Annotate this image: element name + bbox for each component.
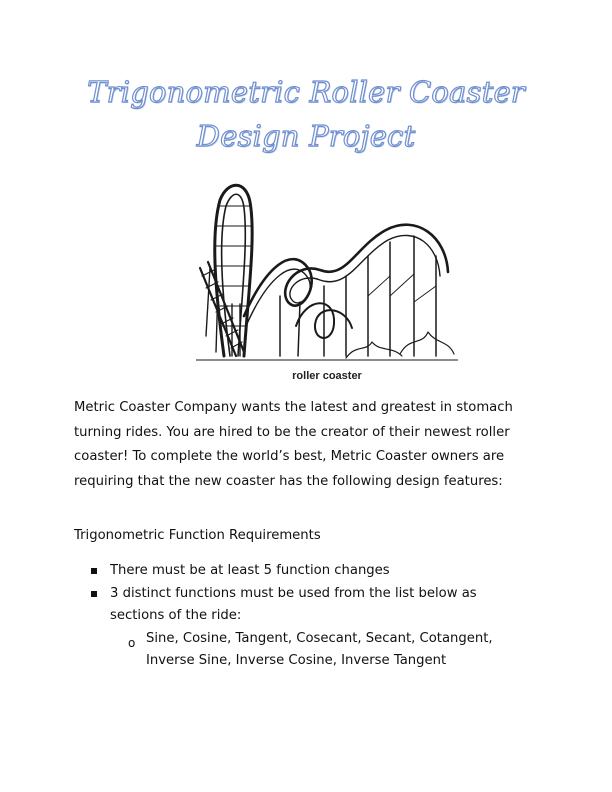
roller-coaster-illustration xyxy=(196,176,458,388)
title-line-1: Trigonometric Roller Coaster xyxy=(87,75,525,109)
intro-line: Metric Coaster Company wants the latest and greatest in stomach xyxy=(74,400,513,415)
requirements-list xyxy=(90,560,550,673)
roller-coaster-drawing xyxy=(196,176,458,368)
function-list-text: Sine, Cosine, Tangent, Cosecant, Secant, Cotangent, xyxy=(146,630,493,646)
requirements-heading: Trigonometric Function Requirements xyxy=(74,528,321,543)
hollow-circle-bullet-icon: o xyxy=(128,635,136,650)
function-list-text: Inverse Sine, Inverse Cosine, Inverse Tangent xyxy=(146,653,447,668)
figure-caption: roller coaster xyxy=(292,370,362,382)
list-item xyxy=(90,583,550,628)
list-item xyxy=(90,560,550,583)
page-title xyxy=(0,70,612,158)
list-item-text: There must be at least 5 function changes xyxy=(110,563,390,578)
intro-paragraph xyxy=(74,396,544,494)
list-item-text: 3 distinct functions must be used from the list below as xyxy=(110,585,477,601)
square-bullet-icon xyxy=(91,591,97,597)
title-line-2: Design Project xyxy=(196,119,416,153)
intro-line: turning rides. You are hired to be the creator of their newest roller xyxy=(74,424,510,440)
sub-list-item xyxy=(90,628,550,673)
intro-line: coaster! To complete the world’s best, Metric Coaster owners are xyxy=(74,449,505,464)
square-bullet-icon xyxy=(91,568,97,574)
list-item-text: sections of the ride: xyxy=(110,608,242,623)
intro-line: requiring that the new coaster has the following design features: xyxy=(74,473,503,489)
